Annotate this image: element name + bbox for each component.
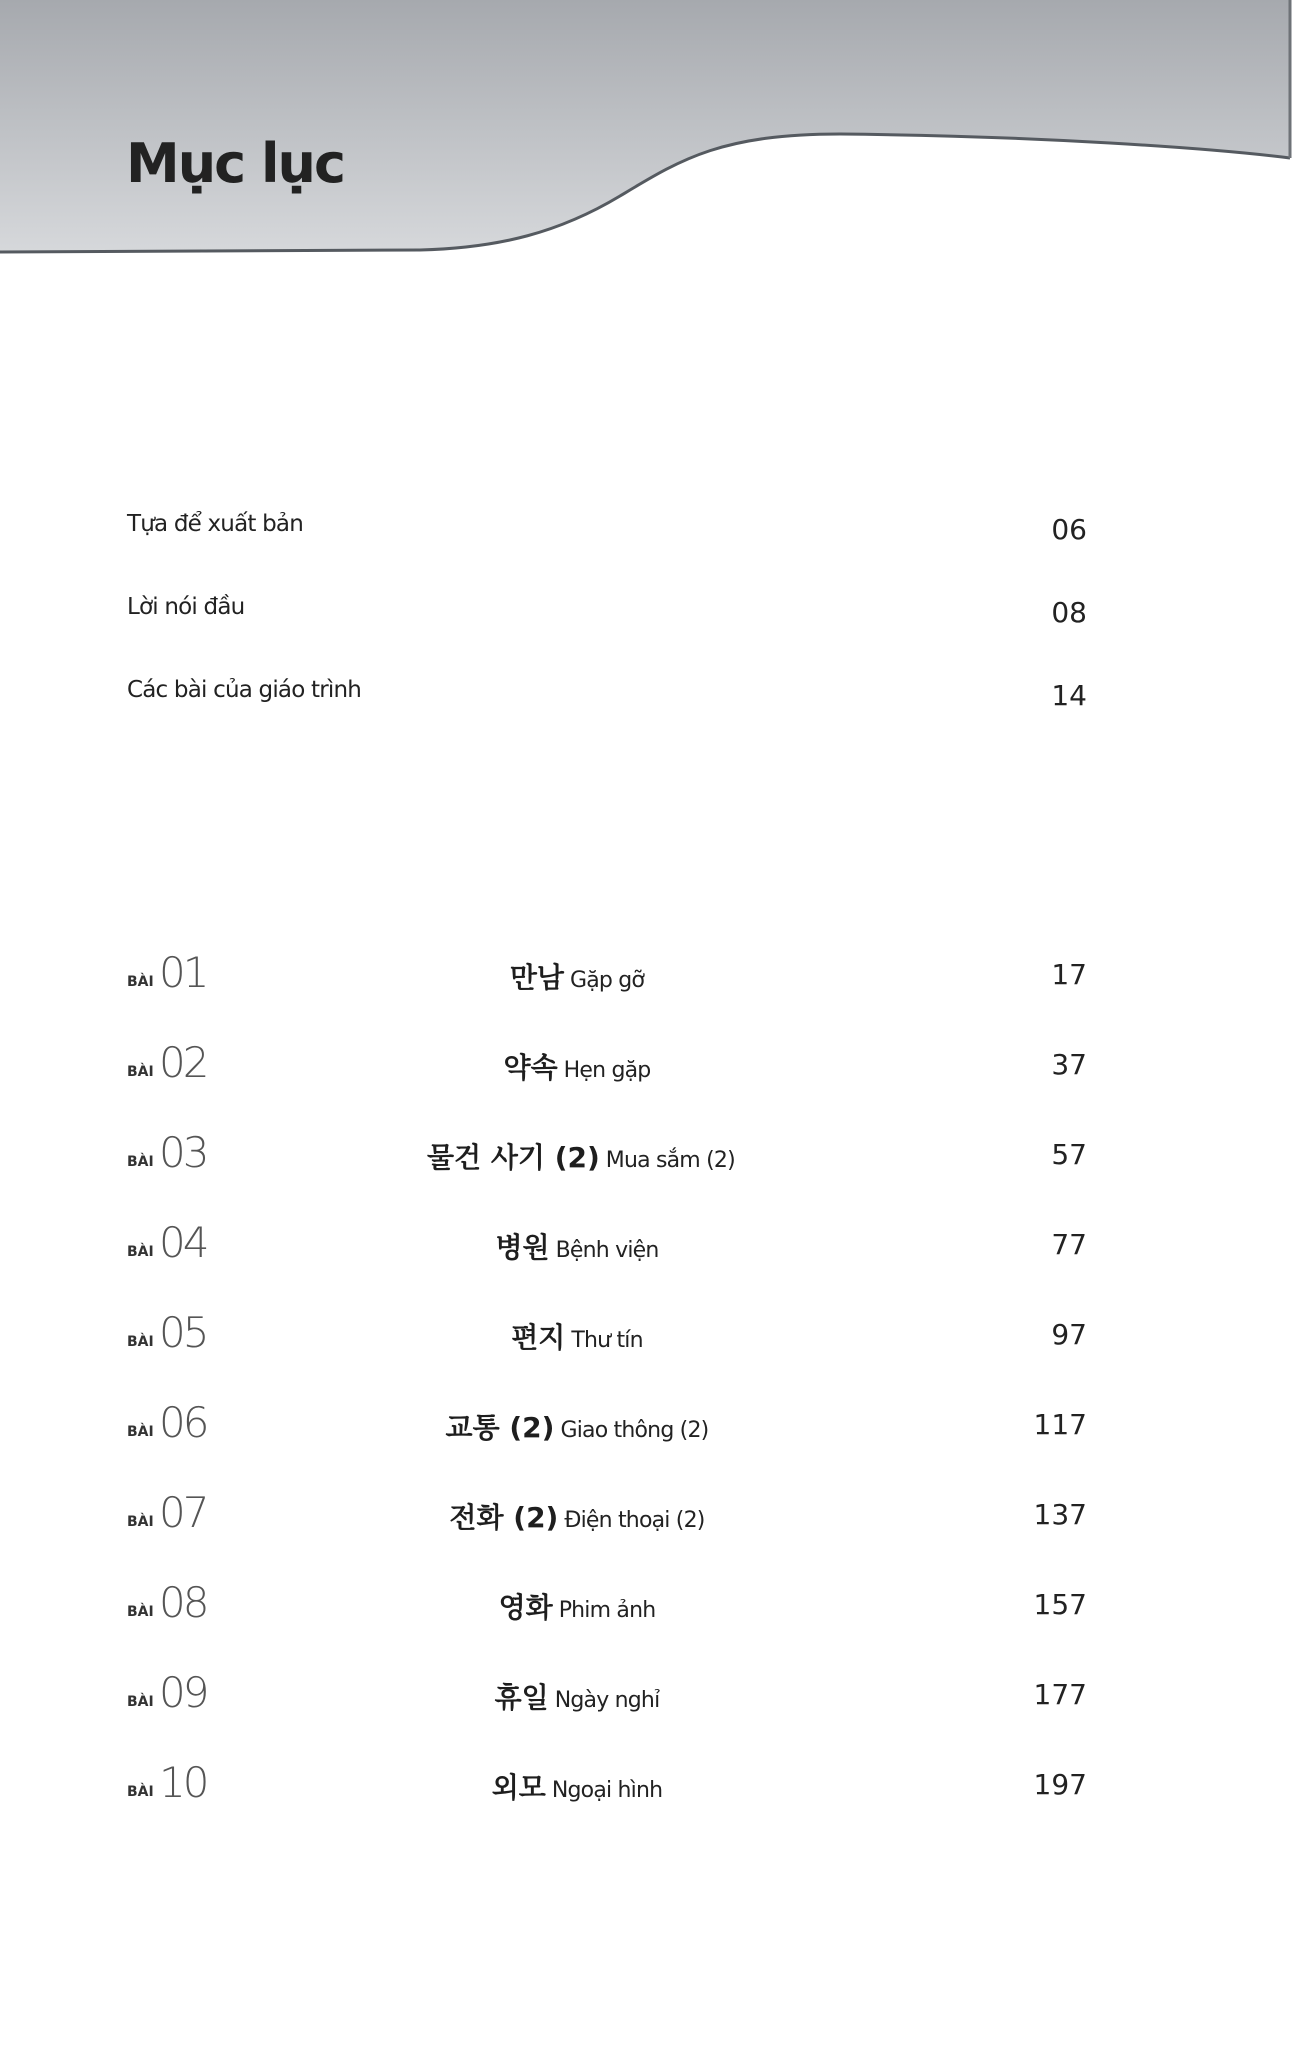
- lesson-title: [427, 1136, 735, 1176]
- lesson-title-korean: 물건 사기 (2): [427, 1141, 600, 1174]
- toc-entry[interactable]: [127, 505, 1087, 588]
- lesson-prefix: BÀI: [127, 1514, 154, 1530]
- lesson-title-korean: 만남: [509, 961, 564, 994]
- lesson-title: [427, 1496, 727, 1536]
- page-number: 97: [1051, 1318, 1087, 1351]
- lesson-title-vietnamese: Điện thoại (2): [564, 1508, 705, 1533]
- lesson-row[interactable]: [127, 1038, 1087, 1128]
- lesson-title-vietnamese: Bệnh viện: [555, 1238, 659, 1263]
- page-number: 77: [1051, 1228, 1087, 1261]
- page-number: 57: [1051, 1138, 1087, 1171]
- entry-label: Tựa để xuất bản: [127, 511, 303, 537]
- lesson-number: 10: [159, 1758, 207, 1807]
- lesson-row[interactable]: [127, 1398, 1087, 1488]
- toc-entry[interactable]: [127, 671, 1087, 754]
- lesson-title: [427, 1676, 727, 1716]
- lesson-title-vietnamese: Giao thông (2): [560, 1418, 709, 1443]
- page-number: 37: [1051, 1048, 1087, 1081]
- lesson-list: [127, 948, 1087, 1848]
- lesson-title-vietnamese: Phim ảnh: [558, 1598, 656, 1623]
- lesson-title-vietnamese: Ngoại hình: [551, 1778, 663, 1803]
- lesson-prefix: BÀI: [127, 1784, 154, 1800]
- lesson-row[interactable]: [127, 1758, 1087, 1848]
- lesson-title-korean: 약속: [503, 1051, 558, 1084]
- page-number: 06: [1051, 513, 1087, 546]
- lesson-number: 03: [159, 1128, 207, 1177]
- lesson-title: [427, 1766, 727, 1806]
- page-number: 117: [1033, 1408, 1087, 1441]
- entry-label: Các bài của giáo trình: [127, 677, 362, 703]
- lesson-title-korean: 전화 (2): [449, 1501, 559, 1534]
- page-number: 137: [1033, 1498, 1087, 1531]
- lesson-row[interactable]: [127, 948, 1087, 1038]
- page-number: 08: [1051, 596, 1087, 629]
- page-number: 197: [1033, 1768, 1087, 1801]
- lesson-title-vietnamese: Ngày nghỉ: [554, 1688, 660, 1713]
- lesson-prefix: BÀI: [127, 1154, 154, 1170]
- lesson-number: 06: [159, 1398, 207, 1447]
- lesson-row[interactable]: [127, 1308, 1087, 1398]
- page-number: 157: [1033, 1588, 1087, 1621]
- lesson-prefix: BÀI: [127, 1424, 154, 1440]
- toc-entry[interactable]: [127, 588, 1087, 671]
- lesson-number: 08: [159, 1578, 207, 1627]
- lesson-title-vietnamese: Mua sắm (2): [605, 1148, 735, 1173]
- lesson-number: 05: [159, 1308, 207, 1357]
- lesson-number: 01: [159, 948, 207, 997]
- lesson-prefix: BÀI: [127, 1334, 154, 1350]
- entry-label: Lời nói đầu: [127, 594, 245, 620]
- lesson-prefix: BÀI: [127, 1064, 154, 1080]
- lesson-title: [427, 1316, 727, 1356]
- lesson-title-vietnamese: Hẹn gặp: [563, 1058, 651, 1083]
- lesson-prefix: BÀI: [127, 974, 154, 990]
- lesson-row[interactable]: [127, 1218, 1087, 1308]
- lesson-number: 04: [159, 1218, 207, 1267]
- lesson-prefix: BÀI: [127, 1604, 154, 1620]
- lesson-title: [427, 1046, 727, 1086]
- front-matter-list: [127, 505, 1087, 754]
- lesson-number: 07: [159, 1488, 207, 1537]
- lesson-title-korean: 편지: [511, 1321, 566, 1354]
- lesson-title-vietnamese: Gặp gỡ: [569, 968, 645, 993]
- lesson-title-vietnamese: Thư tín: [571, 1328, 643, 1353]
- lesson-row[interactable]: [127, 1128, 1087, 1218]
- lesson-title-korean: 영화: [498, 1591, 553, 1624]
- page-number: 14: [1051, 679, 1087, 712]
- lesson-number: 02: [159, 1038, 207, 1087]
- lesson-title-korean: 교통 (2): [445, 1411, 555, 1444]
- lesson-title: [427, 1406, 727, 1446]
- lesson-prefix: BÀI: [127, 1244, 154, 1260]
- lesson-row[interactable]: [127, 1488, 1087, 1578]
- lesson-prefix: BÀI: [127, 1694, 154, 1710]
- lesson-title: [427, 956, 727, 996]
- lesson-title-korean: 휴일: [494, 1681, 549, 1714]
- lesson-title-korean: 외모: [491, 1771, 546, 1804]
- lesson-row[interactable]: [127, 1668, 1087, 1758]
- lesson-title: [427, 1226, 727, 1266]
- lesson-title: [427, 1586, 727, 1626]
- lesson-title-korean: 병원: [495, 1231, 550, 1264]
- page-number: 17: [1051, 958, 1087, 991]
- lesson-row[interactable]: [127, 1578, 1087, 1668]
- lesson-number: 09: [159, 1668, 207, 1717]
- page-title: Mục lục: [126, 132, 344, 195]
- page-number: 177: [1033, 1678, 1087, 1711]
